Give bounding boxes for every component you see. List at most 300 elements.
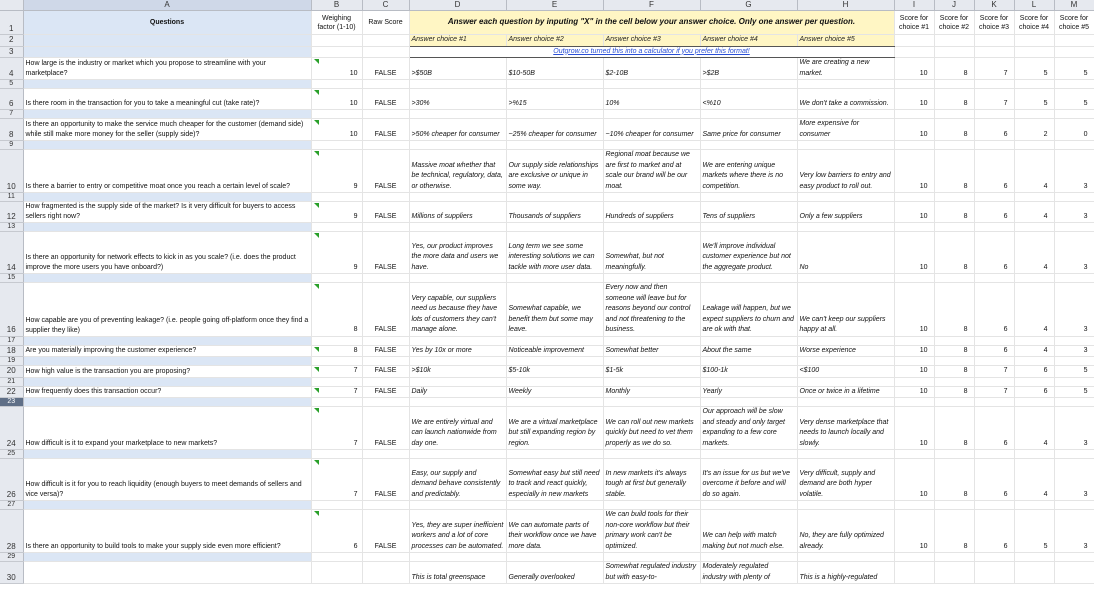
cell[interactable] [974,398,1014,407]
score-cell-5[interactable]: 3 [1054,283,1094,337]
cell[interactable] [974,223,1014,232]
cell[interactable] [603,141,700,150]
answer-cell-4[interactable]: <%10 [700,89,797,110]
score-cell-4[interactable]: 6 [1014,386,1054,398]
cell[interactable] [894,46,934,58]
column-header-C[interactable]: C [362,0,409,11]
raw-score-cell[interactable]: FALSE [362,202,409,223]
score-cell-1[interactable]: 10 [894,345,934,357]
answer-choice-label-2[interactable]: Answer choice #2 [506,35,603,47]
cell[interactable] [506,80,603,89]
cell[interactable] [23,501,311,510]
raw-score-header[interactable]: Raw Score [362,11,409,35]
score-cell-2[interactable]: 8 [934,510,974,553]
cell[interactable] [409,398,506,407]
score-cell-3[interactable]: 7 [974,366,1014,378]
cell[interactable] [506,450,603,459]
cell[interactable] [894,398,934,407]
score-header-2[interactable]: Score for choice #2 [934,11,974,35]
answer-cell-5[interactable]: Very difficult, supply and demand are both hyper volatile. [797,459,894,501]
answer-cell-2[interactable]: >%15 [506,89,603,110]
row-header[interactable]: 24 [0,407,23,450]
cell[interactable] [23,336,311,345]
answer-choice-label-1[interactable]: Answer choice #1 [409,35,506,47]
answer-cell-4[interactable]: It's an issue for us but we've overcome it before and will do so again. [700,459,797,501]
cell[interactable] [506,398,603,407]
question-cell[interactable]: How high value is the transaction you are proposing? [23,366,311,378]
score-cell-2[interactable]: 8 [934,345,974,357]
score-header-4[interactable]: Score for choice #4 [1014,11,1054,35]
instructions-banner[interactable]: Answer each question by inputing "X" in the cell below your answer choice. Only one answer per question. [409,11,894,35]
cell[interactable] [974,377,1014,386]
cell[interactable] [23,141,311,150]
answer-cell-3[interactable]: Monthly [603,386,700,398]
cell[interactable] [311,110,362,119]
raw-score-cell[interactable]: FALSE [362,407,409,450]
answer-cell-5[interactable]: Very dense marketplace that needs to launch locally and slowly. [797,407,894,450]
weighting-cell[interactable] [311,232,362,274]
cell[interactable] [700,450,797,459]
cell[interactable] [23,377,311,386]
cell[interactable] [797,398,894,407]
question-cell[interactable]: Is there an opportunity to make the service much cheaper for the customer (demand side) while still make more money for the seller (supply side)? [23,119,311,141]
cell[interactable] [362,274,409,283]
score-cell-5[interactable]: 3 [1054,150,1094,193]
score-header-1[interactable]: Score for choice #1 [894,11,934,35]
score-cell-5[interactable]: 5 [1054,89,1094,110]
answer-cell-5[interactable]: We don't take a commission. [797,89,894,110]
cell[interactable] [362,35,409,47]
cell[interactable] [894,193,934,202]
cell[interactable] [1054,110,1094,119]
cell[interactable] [1054,450,1094,459]
cell[interactable] [409,110,506,119]
row-header[interactable]: 30 [0,562,23,584]
cell[interactable] [23,274,311,283]
score-cell-5[interactable]: 3 [1054,345,1094,357]
row-header[interactable]: 9 [0,141,23,150]
cell[interactable] [1014,357,1054,366]
cell[interactable] [894,377,934,386]
answer-cell-4[interactable]: Our approach will be slow and steady and only target expanding to a few core markets. [700,407,797,450]
column-header-F[interactable]: F [603,0,700,11]
cell[interactable] [797,193,894,202]
row-header[interactable]: 18 [0,345,23,357]
cell[interactable] [797,223,894,232]
row-header[interactable]: 23 [0,398,23,407]
cell[interactable] [1014,450,1054,459]
cell[interactable] [506,274,603,283]
column-header-A[interactable]: A [23,0,311,11]
score-cell-1[interactable]: 10 [894,283,934,337]
score-cell-4[interactable]: 4 [1014,202,1054,223]
score-cell-3[interactable]: 6 [974,407,1014,450]
score-cell-4[interactable]: 4 [1014,407,1054,450]
answer-cell-4[interactable]: Same price for consumer [700,119,797,141]
cell[interactable] [934,141,974,150]
cell[interactable] [974,110,1014,119]
cell[interactable] [311,553,362,562]
answer-cell-5[interactable]: <$100 [797,366,894,378]
row-header[interactable]: 4 [0,58,23,80]
raw-score-cell[interactable]: FALSE [362,386,409,398]
question-cell[interactable]: How difficult is it to expand your marketplace to new markets? [23,407,311,450]
answer-cell-2[interactable]: Our supply side relationships are exclusive or unique in some way. [506,150,603,193]
column-header-G[interactable]: G [700,0,797,11]
cell[interactable] [1054,274,1094,283]
row-header[interactable]: 1 [0,11,23,35]
answer-cell-3[interactable]: ~10% cheaper for consumer [603,119,700,141]
cell[interactable] [603,501,700,510]
cell[interactable] [700,110,797,119]
score-cell-3[interactable]: 6 [974,459,1014,501]
score-cell-5[interactable]: 5 [1054,386,1094,398]
cell[interactable] [23,357,311,366]
cell[interactable] [974,357,1014,366]
weighting-cell[interactable] [311,459,362,501]
score-cell-5[interactable]: 5 [1054,58,1094,80]
cell[interactable] [700,398,797,407]
cell[interactable] [797,450,894,459]
answer-cell-5[interactable]: We are creating a new market. [797,58,894,80]
weighting-cell[interactable] [311,89,362,110]
answer-cell-3[interactable]: $1-5k [603,366,700,378]
cell[interactable] [934,501,974,510]
cell[interactable] [362,110,409,119]
score-cell-3[interactable]: 7 [974,58,1014,80]
score-cell-1[interactable]: 10 [894,510,934,553]
cell[interactable] [362,80,409,89]
score-cell-3[interactable]: 6 [974,119,1014,141]
score-cell-3[interactable]: 7 [974,386,1014,398]
cell[interactable] [311,357,362,366]
cell[interactable] [362,336,409,345]
select-all-corner[interactable] [0,0,23,11]
answer-cell-4[interactable]: >$2B [700,58,797,80]
cell[interactable] [974,553,1014,562]
cell[interactable] [974,562,1014,584]
answer-cell-3[interactable]: Somewhat regulated industry but with easy-to- [603,562,700,584]
answer-cell-4[interactable]: About the same [700,345,797,357]
cell[interactable] [1054,223,1094,232]
answer-cell-2[interactable]: Long term we see some interesting solutions we can tackle with more user data. [506,232,603,274]
cell[interactable] [974,450,1014,459]
cell[interactable] [974,501,1014,510]
cell[interactable] [934,553,974,562]
cell[interactable] [311,336,362,345]
weighting-cell[interactable] [311,283,362,337]
score-cell-2[interactable]: 8 [934,407,974,450]
cell[interactable] [974,141,1014,150]
score-cell-1[interactable]: 10 [894,58,934,80]
cell[interactable] [894,35,934,47]
row-header[interactable]: 6 [0,89,23,110]
cell[interactable] [311,377,362,386]
score-cell-1[interactable]: 10 [894,459,934,501]
score-cell-4[interactable]: 5 [1014,510,1054,553]
cell[interactable] [603,398,700,407]
cell[interactable] [894,336,934,345]
answer-cell-4[interactable]: We'll improve individual customer experience but not the aggregate product. [700,232,797,274]
question-cell[interactable]: Is there a barrier to entry or competitive moat once you reach a certain level of scale? [23,150,311,193]
cell[interactable] [409,274,506,283]
score-cell-3[interactable]: 6 [974,283,1014,337]
cell[interactable] [311,398,362,407]
answer-cell-2[interactable]: Somewhat capable, we benefit them but some may leave. [506,283,603,337]
column-header-D[interactable]: D [409,0,506,11]
cell[interactable] [797,501,894,510]
answer-cell-3[interactable]: We can roll out new markets quickly but need to vet them properly as we do so. [603,407,700,450]
cell[interactable] [1054,35,1094,47]
cell[interactable] [934,398,974,407]
raw-score-cell[interactable]: FALSE [362,232,409,274]
cell[interactable] [603,450,700,459]
cell[interactable] [362,357,409,366]
cell[interactable] [1054,46,1094,58]
cell[interactable] [409,501,506,510]
cell[interactable] [1014,274,1054,283]
weighting-cell[interactable] [311,150,362,193]
cell[interactable] [1054,193,1094,202]
weighting-cell[interactable] [311,386,362,398]
answer-cell-1[interactable]: Daily [409,386,506,398]
cell[interactable] [409,336,506,345]
answer-cell-4[interactable]: Moderately regulated industry with plenty of [700,562,797,584]
cell[interactable] [797,336,894,345]
answer-cell-4[interactable]: We can help with match making but not much else. [700,510,797,553]
cell[interactable] [603,274,700,283]
cell[interactable] [506,336,603,345]
score-cell-2[interactable]: 8 [934,119,974,141]
score-cell-5[interactable]: 5 [1054,366,1094,378]
raw-score-cell[interactable]: FALSE [362,283,409,337]
weighting-cell[interactable] [311,407,362,450]
column-header-I[interactable]: I [894,0,934,11]
question-cell[interactable] [23,562,311,584]
cell[interactable] [1014,223,1054,232]
question-cell[interactable]: Is there an opportunity for network effects to kick in as you scale? (i.e. does the product improve the more users you have onboard?) [23,232,311,274]
weighting-cell[interactable] [311,119,362,141]
row-header[interactable]: 2 [0,35,23,47]
answer-cell-1[interactable]: Yes by 10x or more [409,345,506,357]
raw-score-cell[interactable]: FALSE [362,366,409,378]
score-cell-3[interactable]: 7 [974,89,1014,110]
row-header[interactable]: 27 [0,501,23,510]
weighting-cell[interactable] [311,510,362,553]
row-header[interactable]: 26 [0,459,23,501]
cell[interactable] [362,377,409,386]
cell[interactable] [1014,110,1054,119]
answer-cell-5[interactable]: We can't keep our suppliers happy at all. [797,283,894,337]
answer-cell-3[interactable]: Somewhat, but not meaningfully. [603,232,700,274]
column-header-E[interactable]: E [506,0,603,11]
raw-score-cell[interactable]: FALSE [362,119,409,141]
question-cell[interactable]: Is there room in the transaction for you to take a meaningful cut (take rate)? [23,89,311,110]
cell[interactable] [894,110,934,119]
score-cell-2[interactable]: 8 [934,150,974,193]
cell[interactable] [409,450,506,459]
cell[interactable] [700,377,797,386]
weighting-cell[interactable] [311,202,362,223]
cell[interactable] [1014,553,1054,562]
cell[interactable] [409,80,506,89]
cell[interactable] [506,553,603,562]
cell[interactable] [603,377,700,386]
answer-cell-1[interactable]: Very capable, our suppliers need us because they have lots of customers they can't manage alone. [409,283,506,337]
cell[interactable] [700,336,797,345]
cell[interactable] [934,336,974,345]
cell[interactable] [894,274,934,283]
cell[interactable] [1014,80,1054,89]
cell[interactable] [311,46,362,58]
score-cell-2[interactable]: 8 [934,89,974,110]
cell[interactable] [934,377,974,386]
cell[interactable] [1054,80,1094,89]
answer-cell-1[interactable]: >30% [409,89,506,110]
score-cell-4[interactable]: 4 [1014,459,1054,501]
answer-choice-label-3[interactable]: Answer choice #3 [603,35,700,47]
cell[interactable] [23,35,311,47]
row-header[interactable]: 8 [0,119,23,141]
cell[interactable] [797,377,894,386]
row-header[interactable]: 14 [0,232,23,274]
cell[interactable] [409,377,506,386]
score-cell-1[interactable]: 10 [894,202,934,223]
score-cell-4[interactable]: 6 [1014,366,1054,378]
answer-cell-2[interactable]: $5-10k [506,366,603,378]
cell[interactable] [934,274,974,283]
answer-cell-3[interactable]: We can build tools for their non-core workflow but their primary work can't be optimized. [603,510,700,553]
score-header-5[interactable]: Score for choice #5 [1054,11,1094,35]
cell[interactable] [1054,357,1094,366]
row-header[interactable]: 29 [0,553,23,562]
cell[interactable] [894,141,934,150]
answer-cell-4[interactable]: $100-1k [700,366,797,378]
answer-cell-1[interactable]: Millions of suppliers [409,202,506,223]
answer-cell-2[interactable]: Weekly [506,386,603,398]
weighting-cell[interactable] [311,58,362,80]
cell[interactable] [603,357,700,366]
answer-cell-1[interactable]: Yes, our product improves the more data and users we have. [409,232,506,274]
raw-score-cell[interactable]: FALSE [362,510,409,553]
cell[interactable] [797,80,894,89]
cell[interactable] [1014,336,1054,345]
cell[interactable] [1054,553,1094,562]
cell[interactable] [362,46,409,58]
score-cell-4[interactable]: 5 [1014,58,1054,80]
answer-cell-1[interactable]: >50% cheaper for consumer [409,119,506,141]
row-header[interactable]: 12 [0,202,23,223]
cell[interactable] [797,357,894,366]
cell[interactable] [1054,501,1094,510]
answer-cell-2[interactable]: ~25% cheaper for consumer [506,119,603,141]
raw-score-cell[interactable]: FALSE [362,89,409,110]
score-cell-1[interactable]: 10 [894,232,934,274]
row-header[interactable]: 7 [0,110,23,119]
answer-cell-5[interactable]: Only a few suppliers [797,202,894,223]
cell[interactable] [934,110,974,119]
cell[interactable] [1014,46,1054,58]
cell[interactable] [934,223,974,232]
row-header[interactable]: 22 [0,386,23,398]
score-cell-2[interactable]: 8 [934,459,974,501]
cell[interactable] [362,501,409,510]
row-header[interactable]: 11 [0,193,23,202]
answer-cell-2[interactable]: Thousands of suppliers [506,202,603,223]
outgrow-link[interactable]: Outgrow.co turned this into a calculator if you prefer this format! [409,46,894,58]
cell[interactable] [506,377,603,386]
cell[interactable] [603,193,700,202]
answer-cell-1[interactable]: Massive moat whether that be technical, regulatory, data, or otherwise. [409,150,506,193]
answer-cell-4[interactable]: We are entering unique markets where there is no competition. [700,150,797,193]
row-header[interactable]: 13 [0,223,23,232]
column-header-L[interactable]: L [1014,0,1054,11]
cell[interactable] [1054,398,1094,407]
cell[interactable] [700,80,797,89]
answer-cell-5[interactable]: Worse experience [797,345,894,357]
cell[interactable] [1054,336,1094,345]
cell[interactable] [894,80,934,89]
weighting-cell[interactable] [311,345,362,357]
row-header[interactable]: 25 [0,450,23,459]
answer-cell-1[interactable]: We are entirely virtual and can launch nationwide from day one. [409,407,506,450]
cell[interactable] [974,80,1014,89]
question-cell[interactable]: How capable are you of preventing leakage? (i.e. people going off-platform once they find a supplier they like) [23,283,311,337]
cell[interactable] [934,35,974,47]
cell[interactable] [934,357,974,366]
score-cell-2[interactable]: 8 [934,232,974,274]
score-cell-1[interactable]: 10 [894,407,934,450]
answer-cell-5[interactable]: No [797,232,894,274]
cell[interactable] [797,553,894,562]
cell[interactable] [1014,562,1054,584]
cell[interactable] [409,357,506,366]
score-cell-3[interactable]: 6 [974,345,1014,357]
cell[interactable] [311,193,362,202]
score-cell-5[interactable]: 3 [1054,510,1094,553]
score-cell-1[interactable]: 10 [894,89,934,110]
answer-cell-5[interactable]: More expensive for consumer [797,119,894,141]
answer-cell-4[interactable]: Yearly [700,386,797,398]
cell[interactable] [23,193,311,202]
cell[interactable] [23,450,311,459]
score-cell-5[interactable]: 3 [1054,232,1094,274]
column-header-M[interactable]: M [1054,0,1094,11]
score-cell-3[interactable]: 6 [974,232,1014,274]
raw-score-cell[interactable]: FALSE [362,345,409,357]
row-header[interactable]: 20 [0,366,23,378]
cell[interactable] [1014,193,1054,202]
cell[interactable] [362,141,409,150]
cell[interactable] [700,553,797,562]
cell[interactable] [603,223,700,232]
answer-cell-2[interactable]: Noticeable improvement [506,345,603,357]
cell[interactable] [894,450,934,459]
answer-cell-1[interactable]: Yes, they are super inefficient workers and a lot of core processes can be automated. [409,510,506,553]
cell[interactable] [506,110,603,119]
answer-cell-3[interactable]: Somewhat better [603,345,700,357]
cell[interactable] [362,398,409,407]
cell[interactable] [700,357,797,366]
answer-cell-1[interactable]: >$10k [409,366,506,378]
answer-cell-2[interactable]: We can automate parts of their workflow once we have more data. [506,510,603,553]
row-header[interactable]: 21 [0,377,23,386]
cell[interactable] [23,398,311,407]
cell[interactable] [362,450,409,459]
cell[interactable] [700,193,797,202]
answer-cell-2[interactable]: We are a virtual marketplace but still expanding region by region. [506,407,603,450]
score-cell-2[interactable]: 8 [934,366,974,378]
